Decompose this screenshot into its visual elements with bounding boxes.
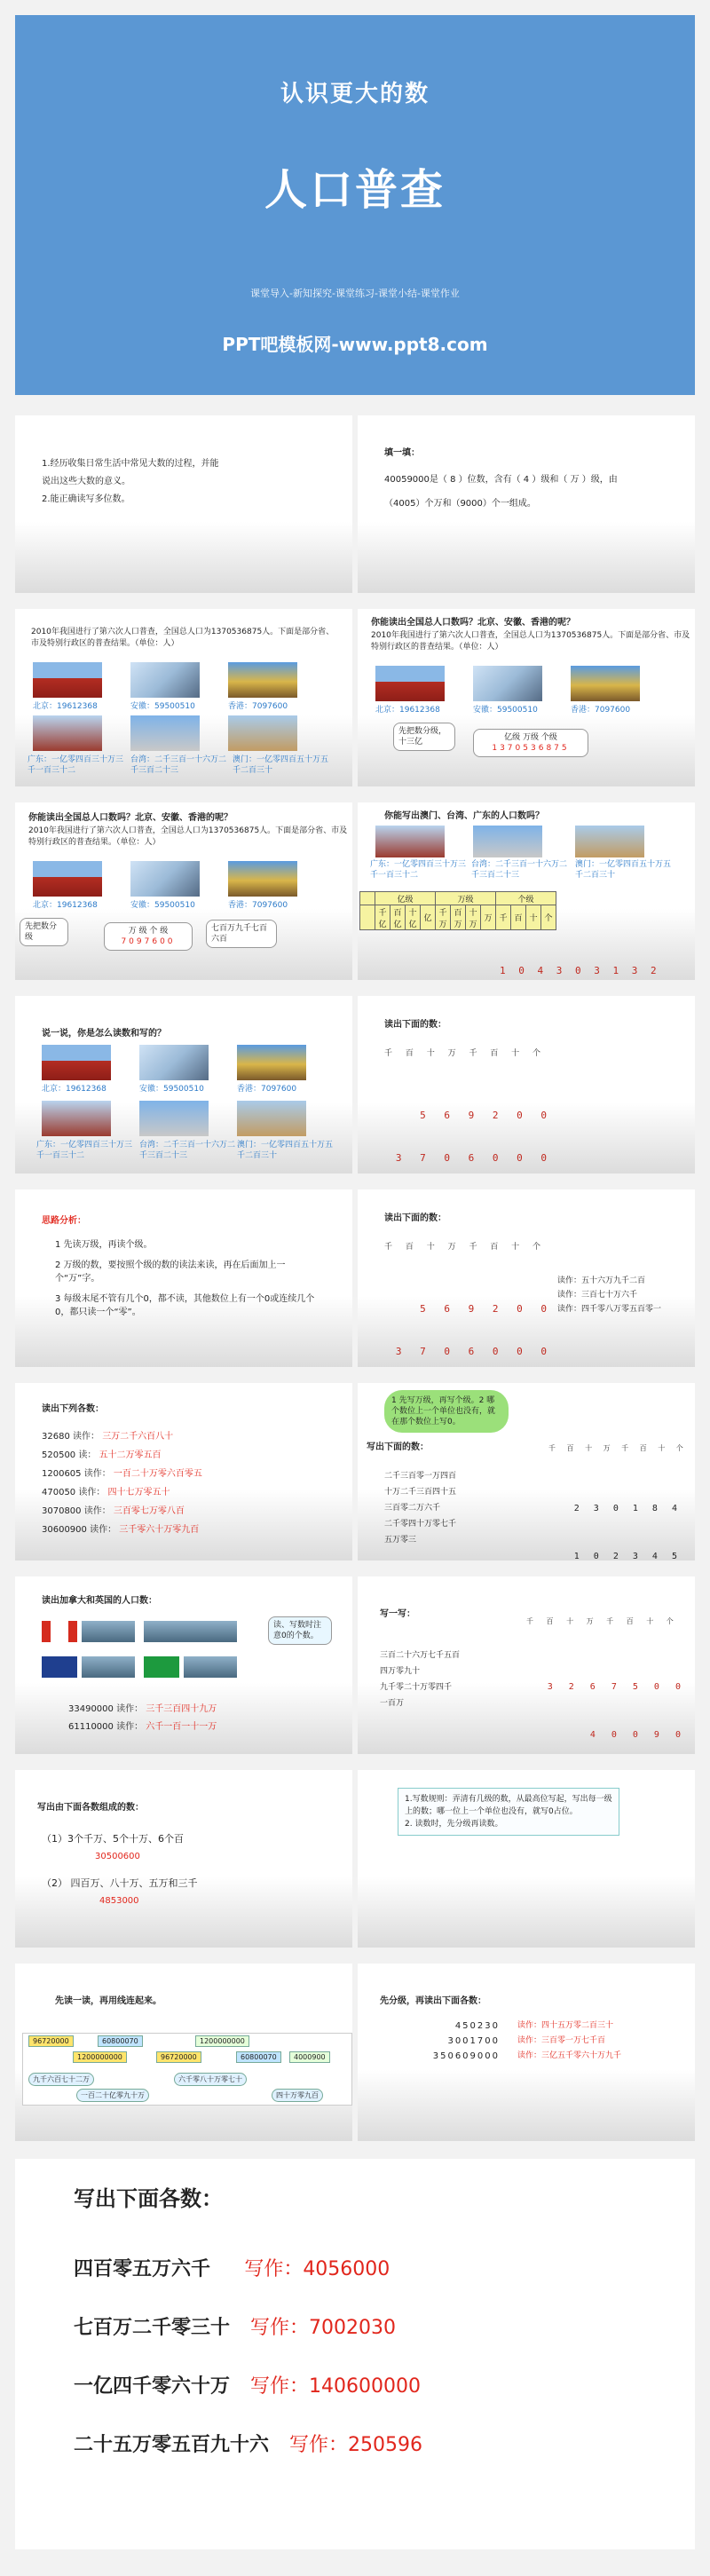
slide-title: 读出加拿大和英国的人口数：	[42, 1596, 157, 1606]
analysis-point: 3 每级末尾不管有几个0，都不读，其他数位上有一个0或连续几个0，都只读一个“零”。	[55, 1294, 315, 1317]
slide-read-total	[358, 609, 695, 786]
slide-read-cities	[15, 802, 352, 980]
number: 33490000 读作：	[68, 1704, 144, 1714]
slide-read-list	[15, 1383, 352, 1561]
beijing-photo	[33, 662, 102, 698]
brazil-flag-icon	[144, 1656, 179, 1678]
reading: 三万二千六百八十	[102, 1432, 174, 1442]
canada-flag-icon	[42, 1621, 77, 1642]
grade-labels: 万 级 个 级	[128, 927, 169, 936]
number: 3070800 读作：	[42, 1506, 111, 1516]
hongkong-photo	[237, 1045, 306, 1080]
number-row: 3 7 0 6 0 0 0	[395, 1152, 553, 1164]
taiwan-caption: 台湾：二千三百一十六万二千三百二十三	[139, 1141, 236, 1160]
rule: 2. 读数时，先分级再读数。	[405, 1820, 503, 1829]
slide-compose	[15, 1770, 352, 1948]
slide-title: 你能写出澳门、台湾、广东的人口数吗？	[384, 811, 544, 821]
answer: 4853000	[99, 1896, 139, 1906]
hint-bubble: 先把数分级	[20, 918, 68, 946]
beijing-caption: 北京：19612368	[42, 1085, 106, 1094]
slide-final	[15, 2159, 695, 2549]
word-number: 二千三百零一万四百	[384, 1472, 457, 1481]
place-labels: 千 百 十 万 千 百 十 个	[526, 1617, 679, 1625]
reading: 读作：三亿五千零六十万九千	[517, 2051, 622, 2060]
number-row: 2 3 0 1 8 4	[573, 1504, 682, 1513]
rule: 1.写数规则：弄清有几级的数，从最高位写起，写出每一级上的数；哪一位上一个单位也没有，就写0占位。	[405, 1795, 612, 1816]
anhui-caption: 安徽：59500510	[139, 1085, 204, 1094]
place-head: 百	[511, 905, 526, 930]
guangdong-photo	[33, 715, 102, 751]
hongkong-caption: 香港：7097600	[571, 706, 631, 715]
reading: 读作：三百零一万七千百	[517, 2036, 606, 2045]
slide-title: 你能读出全国总人口数吗？北京、安徽、香港的呢？	[28, 813, 233, 823]
answer: 写作：7002030	[250, 2317, 396, 2339]
answer: 写作：140600000	[250, 2375, 421, 2398]
slide-title: 写出由下面各数组成的数：	[37, 1803, 144, 1813]
number-tag[interactable]: 4000900	[289, 2051, 330, 2063]
number: 61110000 读作：	[68, 1722, 144, 1732]
final-item	[74, 2256, 390, 2283]
beijing-photo	[375, 666, 445, 701]
number: 1200605 读作：	[42, 1469, 111, 1479]
taiwan-caption: 台湾：二千三百一十六万二千三百二十三	[130, 755, 227, 775]
number-row: 3 7 0 6 0 0 0	[395, 1346, 553, 1357]
slide-canada-uk	[15, 1576, 352, 1754]
number-tag[interactable]: 60800070	[236, 2051, 281, 2063]
slide-read-answers	[358, 1189, 695, 1367]
number-card	[473, 729, 588, 757]
place-labels: 千 百 十 万 千 百 十 个	[548, 1444, 688, 1452]
slide-analysis	[15, 1189, 352, 1367]
word-number: 四百零五万六千	[74, 2258, 211, 2280]
reading: 三百零七万零八百	[113, 1506, 185, 1516]
word-number: 二千零四十万零七千	[384, 1520, 457, 1529]
reading: 读作：四十五万零二百三十	[517, 2021, 614, 2030]
slide-say	[15, 996, 352, 1173]
reading: 四十七万零五十	[107, 1488, 170, 1497]
anhui-photo	[130, 662, 200, 698]
hint-bubble: 先把数分级，十三亿	[393, 723, 455, 751]
word-number: 二十五万零五百九十六	[74, 2434, 270, 2456]
slide-title: 写出下面各数：	[74, 2186, 223, 2211]
uk-flag-icon	[42, 1656, 77, 1678]
slide-title: 写出下面的数：	[367, 1442, 429, 1452]
number-tag[interactable]: 96720000	[156, 2051, 201, 2063]
slide-title: 读出下列各数：	[42, 1404, 104, 1414]
number-row: 5 6 9 2 0 0	[420, 1303, 553, 1315]
hongkong-caption: 香港：7097600	[228, 901, 288, 910]
word-number: 九千零二十万零四千	[380, 1683, 453, 1692]
grade-head: 亿级	[375, 892, 436, 905]
word-number: 一百万	[380, 1699, 405, 1708]
hint-bubble: 读、写数时注意0的个数。	[268, 1616, 332, 1645]
place-head: 千	[496, 905, 511, 930]
word-tag[interactable]: 一百二十亿零九十万	[76, 2089, 149, 2102]
answer: 30500600	[95, 1852, 140, 1861]
question: （1）3个千万、5个十万、6个百	[42, 1833, 184, 1845]
title-slide	[15, 15, 695, 395]
read-list	[68, 1701, 217, 1736]
fill-line: 40059000是（ 8 ）位数，含有（ 4 ）级和（ 万 ）级，由	[384, 475, 618, 485]
place-head: 千万	[436, 905, 451, 930]
read-list	[42, 1427, 202, 1539]
write-list	[384, 1468, 456, 1548]
taiwan-photo	[139, 1101, 209, 1136]
slide-grade-read	[358, 1964, 695, 2141]
place-head: 千亿	[375, 905, 390, 930]
number: 32680 读作：	[42, 1432, 99, 1442]
hongkong-caption: 香港：7097600	[228, 702, 288, 711]
slide-title: 读出下面的数：	[384, 1213, 446, 1223]
number: 470050 读作：	[42, 1488, 106, 1497]
macau-photo	[237, 1101, 306, 1136]
guangdong-caption: 广东：一亿零四百三十万三千一百三十二	[28, 755, 124, 775]
analysis-point: 1 先读万级，再读个级。	[55, 1240, 153, 1250]
canada-card	[82, 1621, 135, 1642]
hongkong-photo	[228, 662, 297, 698]
word-tag[interactable]: 六千零八十万零七十	[174, 2073, 247, 2086]
slide-match	[15, 1964, 352, 2141]
rules-box	[398, 1788, 619, 1836]
taiwan-caption: 台湾：二千三百一十六万二千三百二十三	[471, 860, 568, 880]
slide-title: 填一填：	[384, 448, 420, 458]
main-title: 人口普查	[264, 165, 446, 215]
write-list	[380, 1648, 460, 1711]
grade-labels: 亿级 万级 个级	[504, 733, 557, 742]
hongkong-caption: 香港：7097600	[237, 1085, 297, 1094]
word-number: 四万零九十	[380, 1667, 421, 1676]
reading: 三千零六十万零九百	[119, 1525, 200, 1535]
slide-goals	[15, 415, 352, 593]
place-head: 百万	[451, 905, 466, 930]
fill-line: （4005）个万和（9000）个一组成。	[384, 499, 536, 509]
reading-answer: 读作：五十六万九千二百	[557, 1276, 646, 1285]
guangdong-photo	[42, 1101, 111, 1136]
written-numbers	[517, 1648, 686, 1754]
slide-summary	[358, 1770, 695, 1948]
number-tag[interactable]: 60800070	[98, 2035, 143, 2047]
slide-title: 读出下面的数：	[384, 1020, 446, 1030]
final-item	[74, 2315, 396, 2342]
slide-title: 说一说，你是怎么读数和写的？	[42, 1029, 166, 1039]
written-numbers	[500, 936, 660, 980]
word-tag[interactable]: 九千六百七十二万	[28, 2073, 94, 2086]
number: 3001700	[447, 2036, 500, 2046]
beijing-caption: 北京：19612368	[375, 706, 440, 715]
total-number: 1370536875	[492, 744, 570, 753]
anhui-caption: 安徽：59500510	[473, 706, 538, 715]
taiwan-photo	[473, 826, 542, 857]
reading-answer: 读作：三百七十万六千	[557, 1291, 638, 1300]
reading-list	[517, 2019, 621, 2064]
place-labels: 千 百 十 万 千 百 十 个	[384, 1243, 547, 1252]
place-value-table	[359, 891, 556, 930]
match-panel	[22, 2033, 352, 2106]
word-number: 三百二十六万七千五百	[380, 1651, 461, 1660]
analysis-point: 2 万级的数，要按照个级的数的读法来读，再在后面加上一个“万”字。	[55, 1260, 286, 1284]
reading: 五十二万零五百	[99, 1450, 162, 1460]
anhui-photo	[130, 861, 200, 897]
taiwan-photo	[130, 715, 200, 751]
site-link[interactable]: PPT吧模板网-www.ppt8.com	[222, 334, 488, 355]
final-item	[74, 2432, 422, 2459]
number-list	[393, 2019, 500, 2064]
beijing-photo	[42, 1045, 111, 1080]
beijing-caption: 北京：19612368	[33, 702, 98, 711]
section-nav: 课堂导入-新知探究-课堂练习-课堂小结-课堂作业	[250, 288, 460, 299]
subtitle: 认识更大的数	[280, 81, 430, 107]
brazil-card	[184, 1656, 237, 1678]
number: 350609000	[432, 2051, 500, 2061]
place-head: 十亿	[406, 905, 421, 930]
macau-caption: 澳门：一亿零四百五十万五千二百三十	[237, 1141, 334, 1160]
question: （2） 四百万、八十万、五万和三千	[42, 1877, 198, 1889]
slide-write	[358, 1576, 695, 1754]
reading-answers	[557, 1274, 661, 1316]
goals	[42, 455, 335, 509]
slide-write-numbers	[358, 1383, 695, 1561]
place-head: 亿	[421, 905, 436, 930]
number: 450230	[454, 2021, 500, 2031]
place-head: 十	[526, 905, 541, 930]
number-row: 3 2 6 7 5 0 0	[547, 1682, 686, 1692]
number-row: 5 6 9 2 0 0	[420, 1110, 553, 1121]
place-labels: 千 百 十 万 千 百 十 个	[384, 1049, 547, 1058]
final-item	[74, 2374, 421, 2400]
card	[144, 1621, 237, 1642]
place-head: 十万	[466, 905, 481, 930]
macau-caption: 澳门：一亿零四百五十万五千二百三十	[233, 755, 329, 775]
slide-title: 先读一读，再用线连起来。	[55, 1996, 162, 2006]
guangdong-caption: 广东：一亿零四百三十万三千一百三十二	[370, 860, 467, 880]
anhui-photo	[139, 1045, 209, 1080]
number-row: 4 0 0 9 0	[589, 1730, 686, 1740]
uk-card	[82, 1656, 135, 1678]
reading-bubble: 七百万九千七百六百	[206, 920, 277, 948]
anhui-caption: 安徽：59500510	[130, 702, 195, 711]
beijing-photo	[33, 861, 102, 897]
grade-head: 万级	[436, 892, 496, 905]
number-card	[104, 922, 193, 951]
anhui-caption: 安徽：59500510	[130, 901, 195, 910]
hongkong-photo	[228, 861, 297, 897]
number-rows	[384, 1080, 553, 1173]
number-tag[interactable]: 1200000000	[195, 2035, 249, 2047]
macau-caption: 澳门：一亿零四百五十万五千二百三十	[575, 860, 672, 880]
number-tag[interactable]: 1200000000	[73, 2051, 127, 2063]
census-intro: 2010年我国进行了第六次人口普查，全国总人口为1370536875人。下面是部分省、市及特别行政区的普查结果。（单位：人）	[371, 631, 690, 652]
word-number: 七百万二千零三十	[74, 2317, 231, 2339]
reading: 六千一百一十一万	[146, 1722, 217, 1732]
slide-title: 你能读出全国总人口数吗？北京、安徽、香港的呢？	[371, 618, 575, 628]
slide-read-numbers	[358, 996, 695, 1173]
number-row: 1 0 2 3 4 5	[573, 1552, 682, 1561]
slide-fill	[358, 415, 695, 593]
hongkong-photo	[571, 666, 640, 701]
answer: 写作：250596	[289, 2434, 422, 2456]
slide-census	[15, 609, 352, 786]
hk-number: 7097600	[121, 937, 176, 946]
census-intro: 2010年我国进行了第六次人口普查，全国总人口为1370536875人。下面是部分省、市及特别行政区的普查结果。（单位：人）	[28, 826, 348, 847]
number-tag[interactable]: 96720000	[28, 2035, 74, 2047]
anhui-photo	[473, 666, 542, 701]
census-intro: 2010年我国进行了第六次人口普查，全国总人口为1370536875人。下面是部分省、市及特别行政区的普查结果。（单位：人）	[31, 628, 335, 648]
macau-photo	[575, 826, 644, 857]
number-rows	[384, 1274, 553, 1367]
slide-title: 写一写：	[380, 1609, 415, 1619]
place-head: 百亿	[390, 905, 406, 930]
grade-head: 个级	[496, 892, 556, 905]
reading: 一百二十万零六百零五	[113, 1469, 202, 1479]
beijing-caption: 北京：19612368	[33, 901, 98, 910]
word-number: 三百零二万六千	[384, 1504, 441, 1513]
word-number: 一亿四千零六十万	[74, 2375, 231, 2398]
hint-bubble: 1 先写万级，再写个级。2 哪个数位上一个单位也没有，就在那个数位上写0。	[384, 1390, 509, 1433]
place-head: 个	[541, 905, 556, 930]
reading-answer: 读作：四千零八万零五百零一	[557, 1305, 662, 1314]
written-numbers	[535, 1469, 682, 1561]
word-number: 五万零三	[384, 1536, 417, 1545]
slide-write-cities	[358, 802, 695, 980]
place-head: 万	[481, 905, 496, 930]
word-tag[interactable]: 四十万零九百	[272, 2089, 323, 2102]
guangdong-photo	[375, 826, 445, 857]
number: 520500 读：	[42, 1450, 97, 1460]
macau-photo	[228, 715, 297, 751]
slide-title: 先分级，再读出下面各数：	[380, 1996, 486, 2006]
number: 30600900 读作：	[42, 1525, 117, 1535]
slide-title: 思路分析：	[42, 1216, 86, 1226]
goal-line: 1.经历收集日常生活中常见大数的过程，并能	[42, 459, 219, 469]
goal-line: 2.能正确读写多位数。	[42, 494, 130, 504]
guangdong-caption: 广东：一亿零四百三十万三千一百三十二	[36, 1141, 133, 1160]
reading: 三千三百四十九万	[146, 1704, 217, 1714]
answer: 写作：4056000	[244, 2258, 390, 2280]
word-number: 十万二千三百四十五	[384, 1488, 457, 1497]
goal-line: 说出这些大数的意义。	[42, 477, 130, 486]
number-row: 1 0 4 3 0 3 1 3 2	[500, 965, 660, 976]
